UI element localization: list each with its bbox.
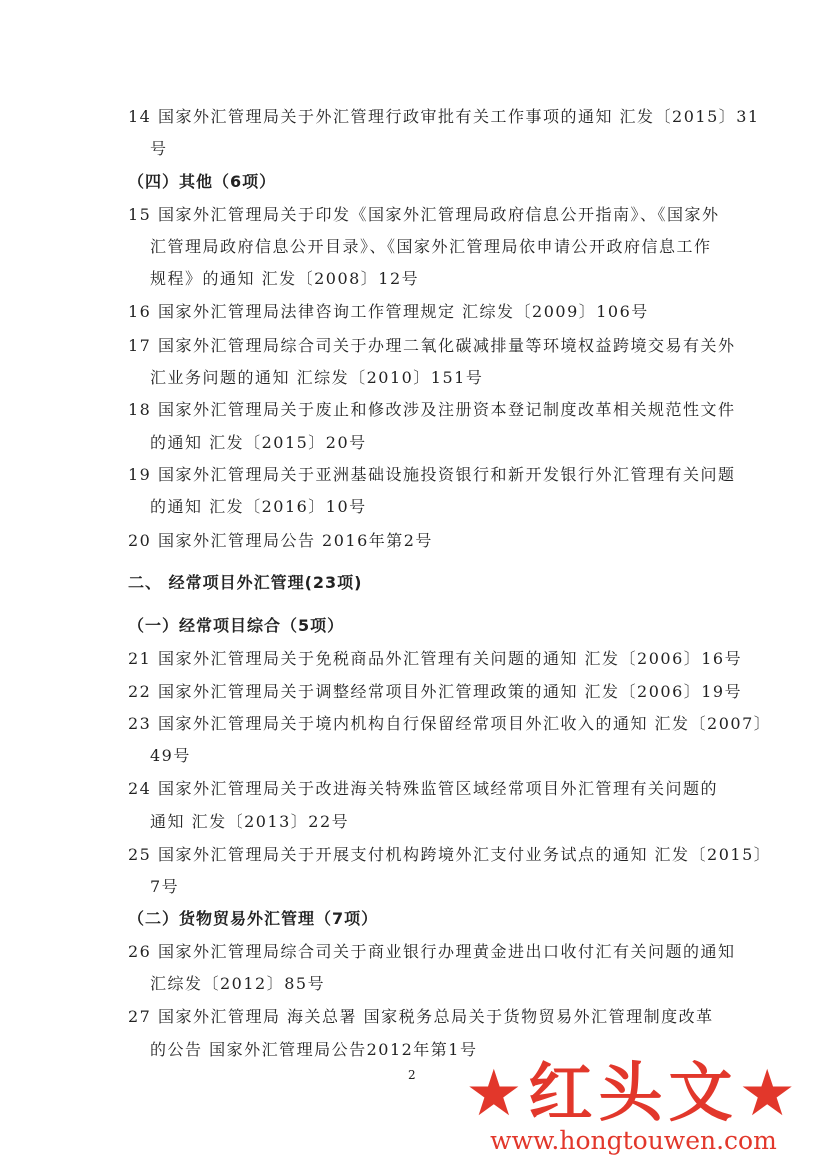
item-23: 23 国家外汇管理局关于境内机构自行保留经常项目外汇收入的通知 汇发〔2007〕 <box>128 714 772 733</box>
item-19-cont: 的通知 汇发〔2016〕10号 <box>150 497 367 516</box>
item-27-cont: 的公告 国家外汇管理局公告2012年第1号 <box>150 1040 478 1059</box>
item-22: 22 国家外汇管理局关于调整经常项目外汇管理政策的通知 汇发〔2006〕19号 <box>128 682 743 701</box>
item-14: 14 国家外汇管理局关于外汇管理行政审批有关工作事项的通知 汇发〔2015〕31 <box>128 107 760 126</box>
item-24: 24 国家外汇管理局关于改进海关特殊监管区域经常项目外汇管理有关问题的 <box>128 779 718 798</box>
item-20: 20 国家外汇管理局公告 2016年第2号 <box>128 531 433 550</box>
item-21: 21 国家外汇管理局关于免税商品外汇管理有关问题的通知 汇发〔2006〕16号 <box>128 649 743 668</box>
chapter-heading-current-account: 二、 经常项目外汇管理(23项) <box>128 573 363 592</box>
section-heading-general: （一）经常项目综合（5项） <box>128 616 345 635</box>
watermark-title: ★红头文★ <box>465 1057 802 1131</box>
page-number: 2 <box>408 1068 416 1082</box>
item-25-cont: 7号 <box>150 877 180 896</box>
item-17-cont: 汇业务问题的通知 汇综发〔2010〕151号 <box>150 368 484 387</box>
watermark <box>440 1050 827 1170</box>
section-heading-other: （四）其他（6项） <box>128 172 277 191</box>
item-16: 16 国家外汇管理局法律咨询工作管理规定 汇综发〔2009〕106号 <box>128 302 649 321</box>
item-15-cont-2: 规程》的通知 汇发〔2008〕12号 <box>150 269 420 288</box>
item-14-cont: 号 <box>150 139 168 158</box>
item-17: 17 国家外汇管理局综合司关于办理二氧化碳减排量等环境权益跨境交易有关外 <box>128 336 736 355</box>
item-26: 26 国家外汇管理局综合司关于商业银行办理黄金进出口收付汇有关问题的通知 <box>128 942 736 961</box>
item-18-cont: 的通知 汇发〔2015〕20号 <box>150 433 367 452</box>
item-23-cont: 49号 <box>150 746 191 765</box>
item-27: 27 国家外汇管理局 海关总署 国家税务总局关于货物贸易外汇管理制度改革 <box>128 1007 714 1026</box>
item-26-cont: 汇综发〔2012〕85号 <box>150 974 326 993</box>
watermark-url: www.hongtouwen.com <box>490 1126 777 1155</box>
section-heading-goods-trade: （二）货物贸易外汇管理（7项） <box>128 909 379 928</box>
item-15: 15 国家外汇管理局关于印发《国家外汇管理局政府信息公开指南》、《国家外 <box>128 205 720 224</box>
item-18: 18 国家外汇管理局关于废止和修改涉及注册资本登记制度改革相关规范性文件 <box>128 400 736 419</box>
item-25: 25 国家外汇管理局关于开展支付机构跨境外汇支付业务试点的通知 汇发〔2015〕 <box>128 845 772 864</box>
item-19: 19 国家外汇管理局关于亚洲基础设施投资银行和新开发银行外汇管理有关问题 <box>128 465 736 484</box>
item-24-cont: 通知 汇发〔2013〕22号 <box>150 812 350 831</box>
item-15-cont-1: 汇管理局政府信息公开目录》、《国家外汇管理局依申请公开政府信息工作 <box>150 237 712 256</box>
